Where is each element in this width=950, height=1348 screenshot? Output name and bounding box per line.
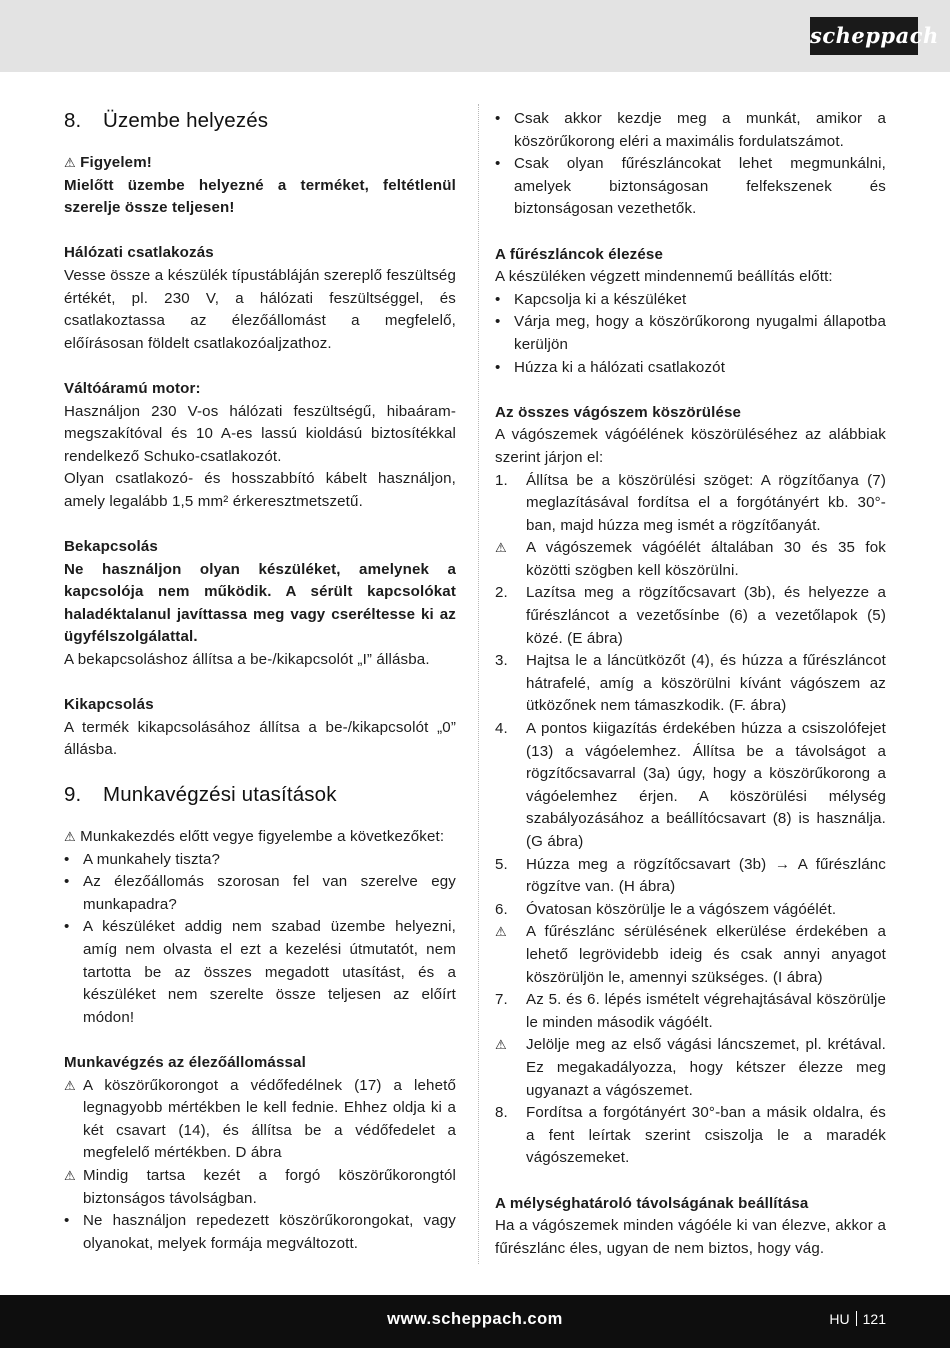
section-9-heading [64, 782, 456, 808]
list-item: • Csak akkor kezdje meg a munkát, amikor a köszörűkorong eléri a maximális fordulatszámot. [495, 108, 886, 153]
page-count: 121 [862, 1311, 886, 1327]
sharpen-intro: A készüléken végzett mindennemű beállítás előtt: [495, 268, 833, 286]
step-item: 6. Óvatosan köszörülje le a vágószem vágóélét. [495, 900, 837, 918]
warning-icon: ⚠ [64, 1167, 76, 1183]
depth-text: Ha a vágószemek minden vágóéle ki van élezve, akkor a fűrészlánc éles, ugyan de nem biztos, hogy vág. [495, 1217, 886, 1257]
column-divider [478, 104, 479, 1264]
station-title: Munkavégzés az élezőállomással [64, 1053, 306, 1071]
warning-text: Mielőtt üzembe helyezné a terméket, feltétlenül szerelje össze teljesen! [64, 176, 456, 217]
all-teeth-title: Az összes vágószem köszörülése [495, 403, 742, 421]
list-item: • Ne használjon repedezett köszörűkorongokat, vagy olyanokat, melyek formája megváltozott. [64, 1210, 456, 1255]
bullet-icon: • [495, 358, 501, 376]
step-item: 5. Húzza meg a rögzítőcsavart (3b) → A fűrészlánc rögzítve van. (H ábra) [495, 855, 886, 896]
bullet-icon: • [495, 290, 501, 308]
page-number [829, 1295, 886, 1343]
list-item: • Várja meg, hogy a köszörűkorong nyugalmi állapotba kerüljön [495, 311, 886, 356]
step-item: 2. Lazítsa meg a rögzítőcsavart (3b), és helyezze a fűrészláncot a vezetősínbe (6) a vezetőlapok (5) közé. (E ábra) [495, 584, 886, 647]
step-item: 3. Hajtsa le a láncütközőt (4), és húzza a fűrészláncot hátrafelé, amíg a köszörülni kívánt vágószem az ütközőnek nem támaszkodik. (F. ábra) [495, 652, 886, 715]
section-title: Munkavégzési utasítások [103, 783, 337, 807]
website-link[interactable]: www.scheppach.com [387, 1310, 563, 1328]
warning-icon: ⚠ [64, 155, 76, 170]
step-warning: ⚠ A fűrészlánc sérülésének elkerülése érdekében a lehető legrövidebb ideig és csak annyi anyagot köszörüljön le, amennyi szükséges. (I ábra) [495, 921, 886, 989]
work-intro: ⚠ Munkakezdés előtt vegye figyelembe a következőket: [64, 828, 445, 846]
page-header [0, 0, 950, 72]
step-item: 1. Állítsa be a köszörülési szöget: A rögzítőanya (7) meglazításával fordítsa el a forgótányért kb. 30°-ban, majd húzza meg ismét a rögzítőanyát. [495, 471, 886, 534]
bullet-icon: • [64, 1212, 70, 1230]
section-number: 8. [64, 109, 82, 132]
warning-icon: ⚠ [495, 924, 507, 940]
section-title: Üzembe helyezés [103, 109, 269, 132]
list-item: • Kapcsolja ki a készüléket [495, 289, 886, 312]
list-item: • Csak olyan fűrészláncokat lehet megmunkálni, amelyek biztonságosan felfekszenek és biztonságosan vezethetők. [495, 153, 886, 221]
ac-motor-title: Váltóáramú motor: [64, 379, 201, 397]
warning-icon: ⚠ [495, 1037, 507, 1053]
mains-title: Hálózati csatlakozás [64, 244, 214, 262]
step-warning: ⚠ A vágószemek vágóélét általában 30 és 35 fok közötti szögben kell köszörülni. [495, 537, 886, 582]
ac-motor-text-1: Használjon 230 V-os hálózati feszültségű, hibaáram-megszakítóval és 10 A-es lassú kioldású biztosítékkal rendelkező Schuko-csatlakozót. [64, 402, 456, 465]
switch-on-text: A bekapcsoláshoz állítsa a be-/kikapcsolót „I” állásba. [64, 651, 430, 669]
section-number: 9. [64, 783, 82, 807]
list-item: • Az élezőállomás szorosan fel van szerelve egy munkapadra? [64, 871, 456, 916]
bullet-icon: • [495, 155, 501, 173]
warning-icon: ⚠ [64, 829, 76, 845]
brand-logo: scheppach [810, 17, 918, 55]
switch-on-warning: Ne használjon olyan készüléket, amelynek a kapcsolója nem működik. A sérült kapcsolókat haladéktalanul javíttassa meg vagy cseréltesse ki az ügyfélszolgálattal. [64, 560, 456, 646]
list-item: • A munkahely tiszta? [64, 849, 456, 872]
section-8-heading [64, 108, 456, 134]
switch-off-text: A termék kikapcsolásához állítsa a be-/kikapcsolót „0” állásba. [64, 718, 456, 759]
switch-off-title: Kikapcsolás [64, 696, 154, 714]
warning-icon: ⚠ [64, 1077, 76, 1093]
bullet-icon: • [495, 313, 501, 331]
list-item: ⚠ A köszörűkorongot a védőfedélnek (17) a lehető legnagyobb mértékben le kell fednie. Ehhez oldja ki a két csavart (14), és állítsa be a védőfedelet a megfelelő mértékben. D ábra [64, 1075, 456, 1165]
mains-text: Vesse össze a készülék típustábláján szereplő feszültség értékét, pl. 230 V, a hálózati feszültséggel, és csatlakoztassa az élezőállomást a megfelelő, előírásosan földelt csatlakozóaljzathoz. [64, 266, 456, 352]
list-item: • A készüléket addig nem szabad üzembe helyezni, amíg nem olvasta el ezt a kezelési útmutatót, nem tartotta be az összes megadott utasítást, és a készüléket nem szerelte össze teljesen az előírt módon! [64, 916, 456, 1029]
switch-on-title: Bekapcsolás [64, 538, 158, 556]
right-column [495, 108, 886, 1260]
bullet-icon: • [64, 850, 70, 868]
step-item: 4. A pontos kiigazítás érdekében húzza a csiszolófejet (13) a vágóelemhez. Állítsa be a távolságot a rögzítőcsavarral (3a) úgy, hogy a köszörűkorong a vágóelemhez érjen. A köszörülési mélység szabályozásához a beállítócsavart (8) is használja. (G ábra) [495, 720, 886, 850]
step-item: 7. Az 5. és 6. lépés ismételt végrehajtásával köszörülje le minden második vágóélt. [495, 991, 886, 1031]
ac-motor-text-2: Olyan csatlakozó- és hosszabbító kábelt használjon, amely legalább 1,5 mm² érkeresztmetszetű. [64, 470, 456, 510]
bullet-icon: • [64, 918, 70, 936]
list-item: • Húzza ki a hálózati csatlakozót [495, 357, 886, 380]
bullet-icon: • [495, 110, 501, 127]
step-item: 8. Fordítsa a forgótányért 30°-ban a másik oldalra, és a fent leírtak szerint csiszolja le a maradék vágószemeket. [495, 1104, 886, 1167]
all-teeth-intro: A vágószemek vágóélének köszörüléséhez az alábbiak szerint járjon el: [495, 426, 886, 466]
step-warning: ⚠ Jelölje meg az első vágási láncszemet, pl. krétával. Ez megakadályozza, hogy kétszer élezze meg ugyanazt a vágószemet. [495, 1034, 886, 1102]
bullet-icon: • [64, 873, 70, 891]
left-column [64, 108, 456, 1255]
warning-title: ⚠ Figyelem! [64, 154, 152, 171]
warning-icon: ⚠ [495, 540, 507, 556]
list-item: ⚠ Mindig tartsa kezét a forgó köszörűkorongtól biztonságos távolságban. [64, 1165, 456, 1210]
language-code: HU [829, 1311, 850, 1327]
sharpen-title: A fűrészláncok élezése [495, 245, 664, 263]
depth-title: A mélységhatároló távolságának beállítása [495, 1194, 809, 1212]
page-footer [0, 1295, 950, 1348]
